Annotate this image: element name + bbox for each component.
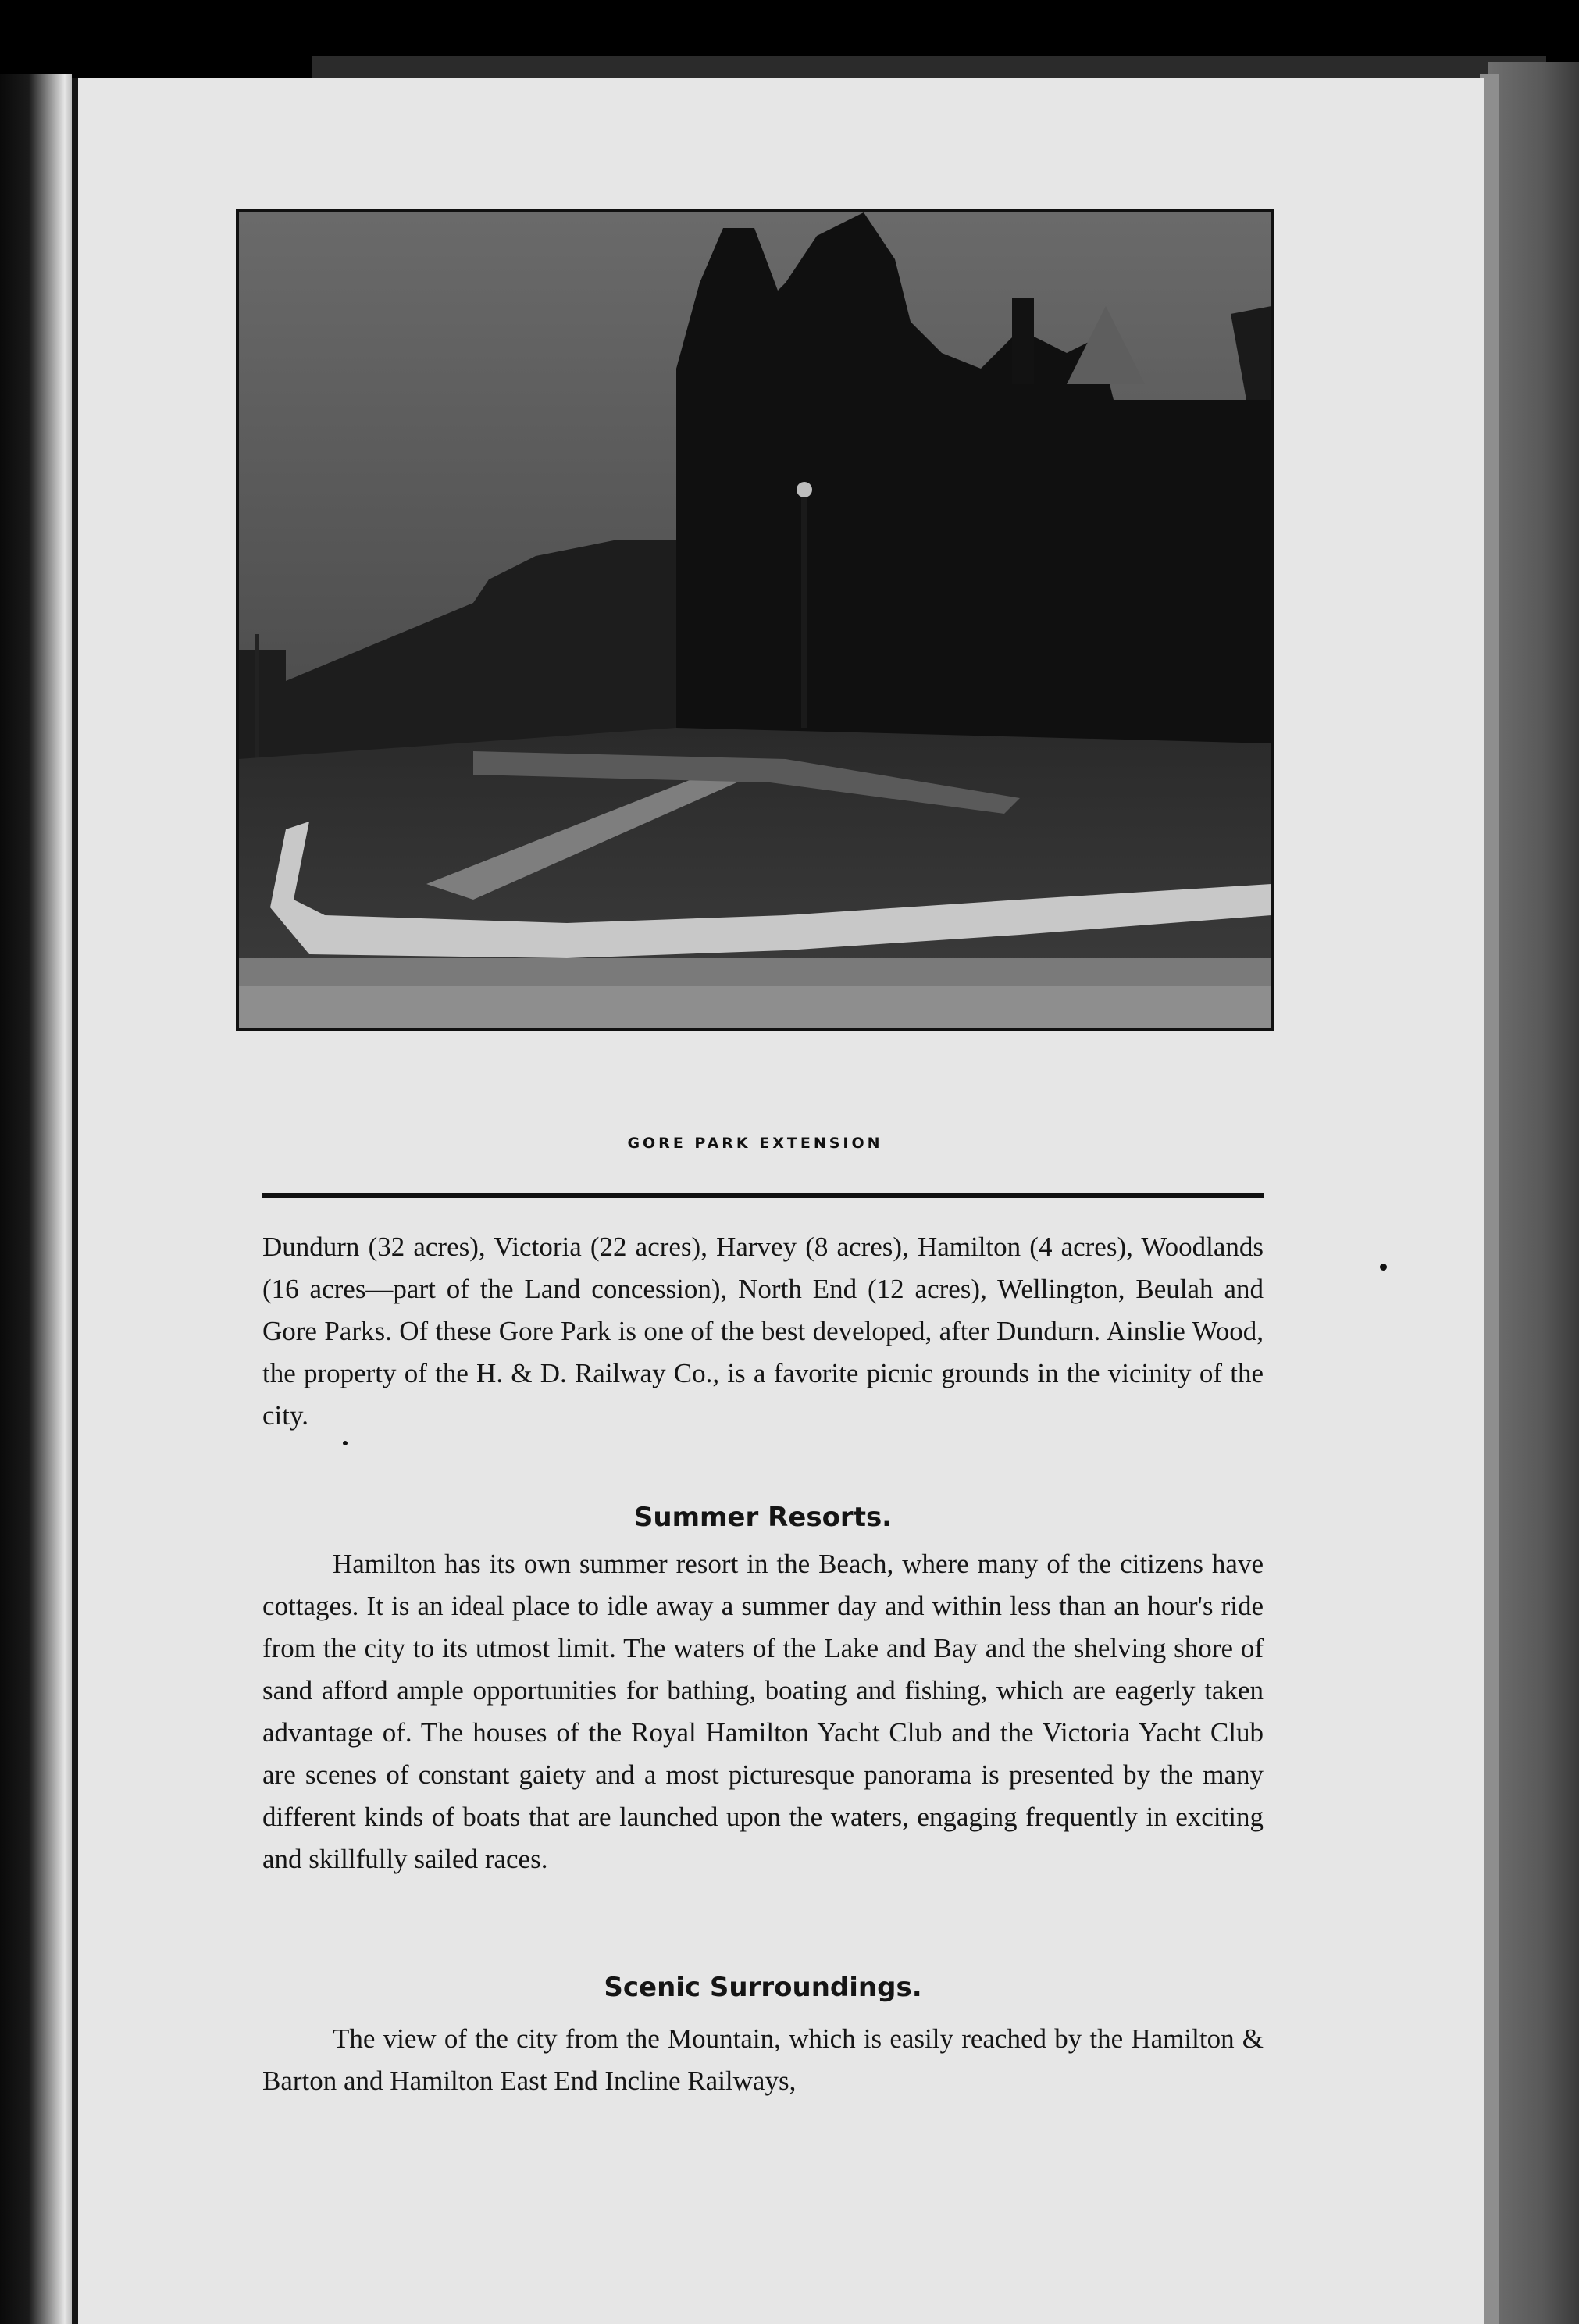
- book-gutter: [72, 78, 78, 2324]
- photo-caption: GORE PARK EXTENSION: [627, 1135, 883, 1152]
- scenic-surroundings-heading: Scenic Surroundings.: [604, 1972, 922, 2003]
- horizontal-rule: [262, 1193, 1264, 1198]
- book-right-edge: [1488, 62, 1579, 2324]
- facing-page-edge: [0, 74, 72, 2324]
- summer-resorts-heading: Summer Resorts.: [633, 1502, 893, 1533]
- ink-speck: [343, 1441, 348, 1445]
- book-page: [78, 78, 1484, 2324]
- summer-resorts-paragraph: Hamilton has its own summer resort in the Beach, where many of the citizens have cottages. It is an ideal place to idle away a summer day and within less than an hour's ride from the city to its utmost limit. The waters of the Lake and Bay and the shelving shore of sand afford ample opportunities for bathing, boating and fishing, which are eagerly taken advantage of. The houses of the Royal Hamilton Yacht Club and the Victoria Yacht Club are scenes of constant gaiety and a most picturesque panorama is presented by the many different kinds of boats that are launched upon the waters, engaging frequently in exciting and skillfully sailed races.: [262, 1549, 1264, 1874]
- photograph-gore-park: [236, 209, 1274, 1031]
- book-top-edge: [312, 56, 1546, 80]
- parks-paragraph: Dundurn (32 acres), Victoria (22 acres), Harvey (8 acres), Hamilton (4 acres), Woodlands (16 acres—part of the Land concession), North End (12 acres), Wellington, Beulah and Gore Parks. Of these Gore Park is one of the best developed, after Dundurn. Ainslie Wood, the property of the H. & D. Railway Co., is a favorite picnic grounds in the vicinity of the city.: [262, 1232, 1264, 1431]
- photograph-image: [239, 212, 1271, 1028]
- ink-speck: [1380, 1264, 1387, 1271]
- scenic-surroundings-paragraph: The view of the city from the Mountain, which is easily reached by the Hamilton & Barton and Hamilton East End Incline Railways,: [262, 2023, 1264, 2096]
